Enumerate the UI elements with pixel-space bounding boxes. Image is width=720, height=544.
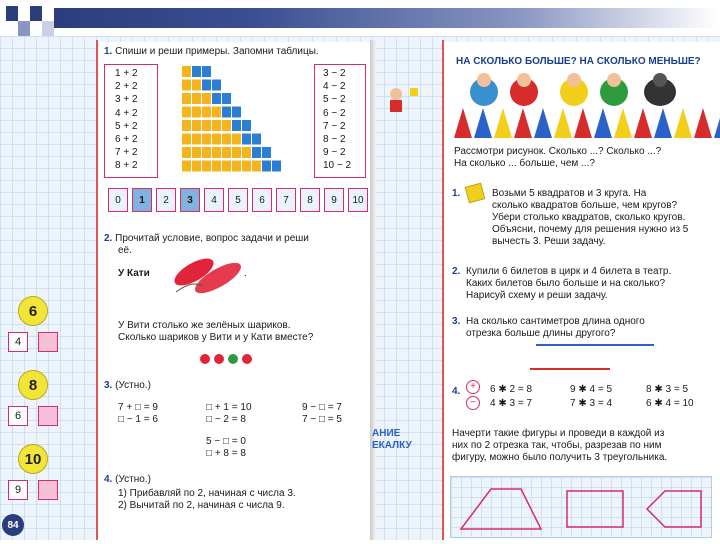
number-cell: 2 [156, 188, 176, 212]
block [212, 80, 221, 91]
number-cell: 8 [300, 188, 320, 212]
addition-expression: 7 + 2 [115, 147, 138, 159]
rtask3-line: отрезка больше длины другого? [466, 328, 616, 339]
tree-part-empty [38, 480, 58, 500]
rtask5-line: них по 2 отрезка так, чтобы, разрезав по ним [452, 440, 662, 451]
task3-expr: □ + 8 = 8 [206, 448, 246, 459]
subtraction-expression: 8 − 2 [323, 134, 346, 146]
shapes-drawing [451, 477, 713, 539]
addition-expression: 2 + 2 [115, 81, 138, 93]
task2-line1: 2. Прочитай условие, вопрос задачи и реши [104, 233, 309, 244]
number-cell: 1 [132, 188, 152, 212]
tree-part: 4 [8, 332, 28, 352]
red-ball [200, 354, 210, 364]
block [222, 134, 231, 145]
segment-short [530, 368, 610, 370]
addition-expression: 6 + 2 [115, 134, 138, 146]
task2-line4: У Вити столько же зелёных шариков. [118, 320, 291, 331]
number-strip [108, 188, 368, 212]
task2-line5: Сколько шариков у Вити и у Кати вместе? [118, 332, 314, 343]
block-staircase [178, 64, 298, 178]
task4-item1: 1) Прибавляй по 2, начиная с числа 3. [118, 488, 296, 499]
block [202, 134, 211, 145]
block [182, 107, 191, 118]
figures-grid [450, 476, 712, 538]
rtask2-line: Купили 6 билетов в цирк и 4 билета в театр. [466, 266, 672, 277]
task2-line2: её. [118, 245, 132, 256]
number-cell: 3 [180, 188, 200, 212]
tree-part-empty [38, 406, 58, 426]
task3-expr: 7 + □ = 9 [118, 402, 158, 413]
rtask1-line: сколько квадратов больше, чем кругов? [492, 200, 678, 211]
block [222, 93, 231, 104]
slide-header [0, 0, 720, 32]
rtask5-line: фигуру, можно было получить 3 треугольника. [452, 452, 668, 463]
header-gradient-bar [54, 8, 718, 28]
block [192, 66, 201, 77]
rtask4-expr: 8 ✱ 3 = 5 [646, 384, 689, 395]
triangle-shape [654, 108, 672, 138]
block [202, 93, 211, 104]
block [262, 161, 271, 172]
rtask4-expr: 4 ✱ 3 = 7 [490, 398, 533, 409]
block [212, 161, 221, 172]
block [232, 161, 241, 172]
block [242, 120, 251, 131]
rtask5-line: Начерти такие фигуры и проведи в каждой из [452, 428, 665, 439]
task2-line3: У Кати [118, 268, 150, 279]
intro-line1: Рассмотри рисунок. Сколько ...? Сколько ...? [454, 146, 662, 157]
block [252, 134, 261, 145]
block [192, 147, 201, 158]
tree-part-empty [38, 332, 58, 352]
number-cell: 5 [228, 188, 248, 212]
block [192, 120, 201, 131]
number-cell: 9 [324, 188, 344, 212]
task3-expr: □ − 2 = 8 [206, 414, 246, 425]
subtraction-expression: 4 − 2 [323, 81, 346, 93]
block [272, 161, 281, 172]
red-ball [214, 354, 224, 364]
rtask2-number: 2. [452, 266, 461, 277]
rtask1-line: Убери столько квадратов, сколько кругов. [492, 212, 686, 223]
subtraction-expression: 7 − 2 [323, 120, 346, 132]
task3-label: 3. (Устно.) [104, 380, 151, 391]
red-ball [242, 354, 252, 364]
block [192, 107, 201, 118]
rtask2-line: Каких билетов было больше и на сколько? [466, 278, 666, 289]
block [262, 147, 271, 158]
rtask4-expr: 9 ✱ 4 = 5 [570, 384, 613, 395]
tree-part: 6 [8, 406, 28, 426]
block [222, 120, 231, 131]
rtask1-line: Объясни, почему для решения нужно из 5 [492, 224, 689, 235]
number-cell: 0 [108, 188, 128, 212]
triangle-shape [714, 108, 720, 138]
block [202, 66, 211, 77]
block [242, 134, 251, 145]
block [212, 134, 221, 145]
block [202, 120, 211, 131]
addition-expression: 5 + 2 [115, 120, 138, 132]
block [182, 120, 191, 131]
square-icon [464, 182, 488, 204]
right-margin-line [442, 40, 444, 540]
block [212, 93, 221, 104]
block [232, 107, 241, 118]
block [202, 147, 211, 158]
block [242, 161, 251, 172]
number-cell: 7 [276, 188, 296, 212]
task3-expr: □ − 1 = 6 [118, 414, 158, 425]
triangle-shape [514, 108, 532, 138]
addition-expression: 8 + 2 [115, 160, 138, 172]
task3-expr: 5 − □ = 0 [206, 436, 246, 447]
triangle-shape [534, 108, 552, 138]
triangle-shape [554, 108, 572, 138]
block [252, 147, 261, 158]
block [252, 161, 261, 172]
addition-table [104, 64, 158, 178]
subtraction-expression: 3 − 2 [323, 68, 346, 79]
block [242, 147, 251, 158]
subtraction-table [314, 64, 366, 178]
block [232, 134, 241, 145]
book-spine [370, 40, 376, 540]
block [202, 80, 211, 91]
child-illustration [380, 84, 420, 120]
triangle-shape [454, 108, 472, 138]
block [182, 134, 191, 145]
block [212, 107, 221, 118]
segment-long [536, 344, 654, 346]
task3-expr: 9 − □ = 7 [302, 402, 342, 413]
triangle-shape [574, 108, 592, 138]
rtask4-expr: 6 ✱ 4 = 10 [646, 398, 694, 409]
addition-expression: 3 + 2 [115, 94, 138, 106]
number-cell: 4 [204, 188, 224, 212]
block [202, 161, 211, 172]
block [192, 134, 201, 145]
fragment-text: ЕКАЛКУ [372, 440, 412, 451]
block [182, 80, 191, 91]
tree-sum: 8 [18, 370, 48, 400]
rtask1-number: 1. [452, 188, 461, 199]
fragment-text: АНИЕ [372, 428, 401, 439]
task3-expr: 7 − □ = 5 [302, 414, 342, 425]
addition-expression: 4 + 2 [115, 107, 138, 119]
tree-sum: 10 [18, 444, 48, 474]
rtask3-line: На сколько сантиметров длина одного [466, 316, 645, 327]
triangle-shape [674, 108, 692, 138]
block [182, 161, 191, 172]
triangle-shape [634, 108, 652, 138]
block [192, 161, 201, 172]
right-page-title: НА СКОЛЬКО БОЛЬШЕ? НА СКОЛЬКО МЕНЬШЕ? [456, 56, 701, 67]
triangle-shape [694, 108, 712, 138]
task4-item2: 2) Вычитай по 2, начиная с числа 9. [118, 500, 285, 511]
minus-icon: − [466, 396, 480, 410]
block [222, 161, 231, 172]
task1-text: 1. Спиши и реши примеры. Запомни таблицы. [104, 46, 319, 57]
subtraction-expression: 10 − 2 [323, 160, 352, 172]
task2-dot: . [244, 268, 247, 279]
triangle-shape [614, 108, 632, 138]
rtask4-number: 4. [452, 386, 461, 397]
triangle-shape [494, 108, 512, 138]
block [202, 107, 211, 118]
block [192, 93, 201, 104]
task4-label: 4. (Устно.) [104, 474, 151, 485]
tree-part: 9 [8, 480, 28, 500]
red-balloons-image [172, 250, 252, 302]
block [182, 93, 191, 104]
block [192, 80, 201, 91]
block [212, 147, 221, 158]
rtask4-expr: 6 ✱ 2 = 8 [490, 384, 533, 395]
block [222, 107, 231, 118]
subtraction-expression: 5 − 2 [323, 94, 346, 106]
block [232, 120, 241, 131]
rtask1-line: Возьми 5 квадратов и 3 круга. На [492, 188, 647, 199]
addition-expression: 1 + 2 [115, 68, 138, 79]
block [232, 147, 241, 158]
triangles-row [454, 108, 716, 138]
tree-sum: 6 [18, 296, 48, 326]
intro-line2: На сколько ... больше, чем ...? [454, 158, 595, 169]
plus-icon: + [466, 380, 480, 394]
subtraction-expression: 9 − 2 [323, 147, 346, 159]
triangle-shape [474, 108, 492, 138]
subtraction-expression: 6 − 2 [323, 107, 346, 119]
page-number: 84 [2, 514, 24, 536]
left-margin-line [96, 40, 98, 540]
number-cell: 10 [348, 188, 368, 212]
green-ball [228, 354, 238, 364]
block [182, 147, 191, 158]
checker-logo [6, 6, 54, 36]
block [222, 147, 231, 158]
triangle-shape [594, 108, 612, 138]
rtask3-number: 3. [452, 316, 461, 327]
rtask2-line: Нарисуй схему и реши задачу. [466, 290, 608, 301]
clowns-illustration [454, 70, 716, 108]
rtask1-line: вычесть 3. Реши задачу. [492, 236, 606, 247]
block [182, 66, 191, 77]
task3-expr: □ + 1 = 10 [206, 402, 252, 413]
number-cell: 6 [252, 188, 272, 212]
rtask4-expr: 7 ✱ 3 = 4 [570, 398, 613, 409]
block [212, 120, 221, 131]
